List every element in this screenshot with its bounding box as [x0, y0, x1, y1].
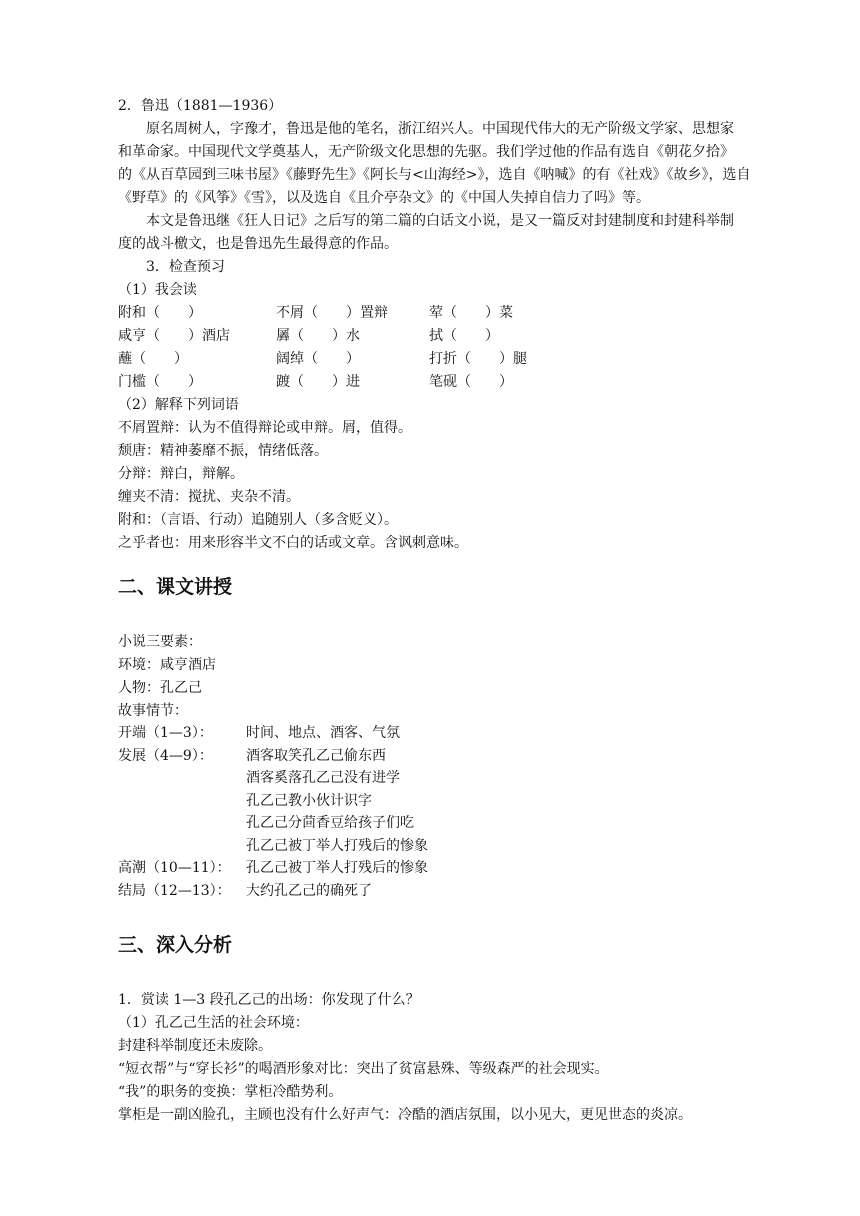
- sub-2-title: （2）解释下列词语: [118, 397, 239, 413]
- read-cell: 拭（ ）: [429, 328, 499, 344]
- analysis-line: “我”的职务的变换：掌柜冷酷势利。: [118, 1084, 343, 1100]
- sub-1-title: （1）我会读: [118, 282, 197, 298]
- read-cell: 打折（ ）腿: [429, 351, 527, 367]
- environment-line: 环境：咸亨酒店: [118, 657, 216, 673]
- analysis-line: 掌柜是一副凶脸孔，主顾也没有什么好声气：冷酷的酒店氛围，以小见大，更见世态的炎凉。: [118, 1107, 692, 1123]
- read-cell: 踱（ ）进: [276, 374, 360, 390]
- bio-line: 原名周树人，字豫才，鲁迅是他的笔名，浙江绍兴人。中国现代伟大的无产阶级文学家、思想家: [146, 121, 734, 137]
- read-cell: 蘸（ ）: [118, 351, 188, 367]
- definition-line: 分辩：辩白，辩解。: [118, 466, 244, 482]
- item-3-title: 3．检查预习: [146, 259, 225, 275]
- read-cell: 咸亨（ ）酒店: [118, 328, 230, 344]
- analysis-line: “短衣帮”与“穿长衫”的喝酒形象对比：突出了贫富悬殊、等级森严的社会现实。: [118, 1061, 609, 1077]
- read-cell: 笔砚（ ）: [429, 374, 513, 390]
- plot-content: 酒客奚落孔乙己没有进学: [246, 770, 400, 786]
- analysis-line: 封建科举制度还未废除。: [118, 1038, 272, 1054]
- plot-content: 孔乙己被丁举人打残后的惨象: [246, 838, 428, 854]
- bio-line: 的《从百草园到三味书屋》《藤野先生》《阿长与<山海经>》，选自《呐喊》的有《社戏》《故乡》，选自: [118, 167, 751, 183]
- bio-line: 和革命家。中国现代文学奠基人，无产阶级文化思想的先驱。我们学过他的作品有选自《朝花夕拾》: [118, 144, 734, 160]
- definition-line: 之乎者也：用来形容半文不白的话或文章。含讽刺意味。: [118, 535, 468, 551]
- plot-label: 高潮（10—11）：: [118, 860, 231, 876]
- plot-title: 故事情节：: [118, 703, 188, 719]
- read-cell: 不屑（ ）置辩: [276, 305, 388, 321]
- definition-line: 不屑置辩：认为不值得辩论或申辩。屑，值得。: [118, 420, 412, 436]
- plot-content: 大约孔乙己的确死了: [246, 883, 372, 899]
- plot-label: 发展（4—9）：: [118, 748, 213, 764]
- read-cell: 荤（ ）菜: [429, 305, 513, 321]
- plot-content: 孔乙己教小伙计识字: [246, 793, 372, 809]
- plot-label: 开端（1—3）：: [118, 725, 213, 741]
- read-cell: 羼（ ）水: [276, 328, 360, 344]
- plot-label: 结局（12—13）：: [118, 883, 231, 899]
- read-cell: 门槛（ ）: [118, 374, 202, 390]
- character-line: 人物：孔乙己: [118, 680, 202, 696]
- read-cell: 阔绰（ ）: [276, 351, 360, 367]
- section-heading: 二、课文讲授: [118, 576, 233, 598]
- item-2-title: 2．鲁迅（1881—1936）: [118, 98, 283, 114]
- definition-line: 附和：（言语、行动）追随别人（多含贬义）。: [118, 512, 398, 528]
- definition-line: 颓唐：精神萎靡不振，情绪低落。: [118, 443, 328, 459]
- plot-content: 酒客取笑孔乙己偷东西: [246, 748, 386, 764]
- elements-title: 小说三要素：: [118, 634, 202, 650]
- bio-line: 《野草》的《风筝》《雪》，以及选自《且介亭杂文》的《中国人失掉自信力了吗》等。: [118, 190, 650, 206]
- definition-line: 缠夹不清：搅扰、夹杂不清。: [118, 489, 300, 505]
- section-heading: 三、深入分析: [118, 934, 233, 956]
- text-intro-line: 度的战斗檄文，也是鲁迅先生最得意的作品。: [118, 236, 398, 252]
- analysis-line: 1．赏读 1—3 段孔乙己的出场：你发现了什么？: [118, 992, 420, 1008]
- plot-content: 孔乙己分茴香豆给孩子们吃: [246, 815, 414, 831]
- text-intro-line: 本文是鲁迅继《狂人日记》之后写的第二篇的白话文小说，是又一篇反对封建制度和封建科举制: [146, 213, 734, 229]
- plot-content: 孔乙己被丁举人打残后的惨象: [246, 860, 428, 876]
- read-cell: 附和（ ）: [118, 305, 202, 321]
- plot-content: 时间、地点、酒客、气氛: [246, 725, 400, 741]
- analysis-line: （1）孔乙己生活的社会环境：: [118, 1015, 309, 1031]
